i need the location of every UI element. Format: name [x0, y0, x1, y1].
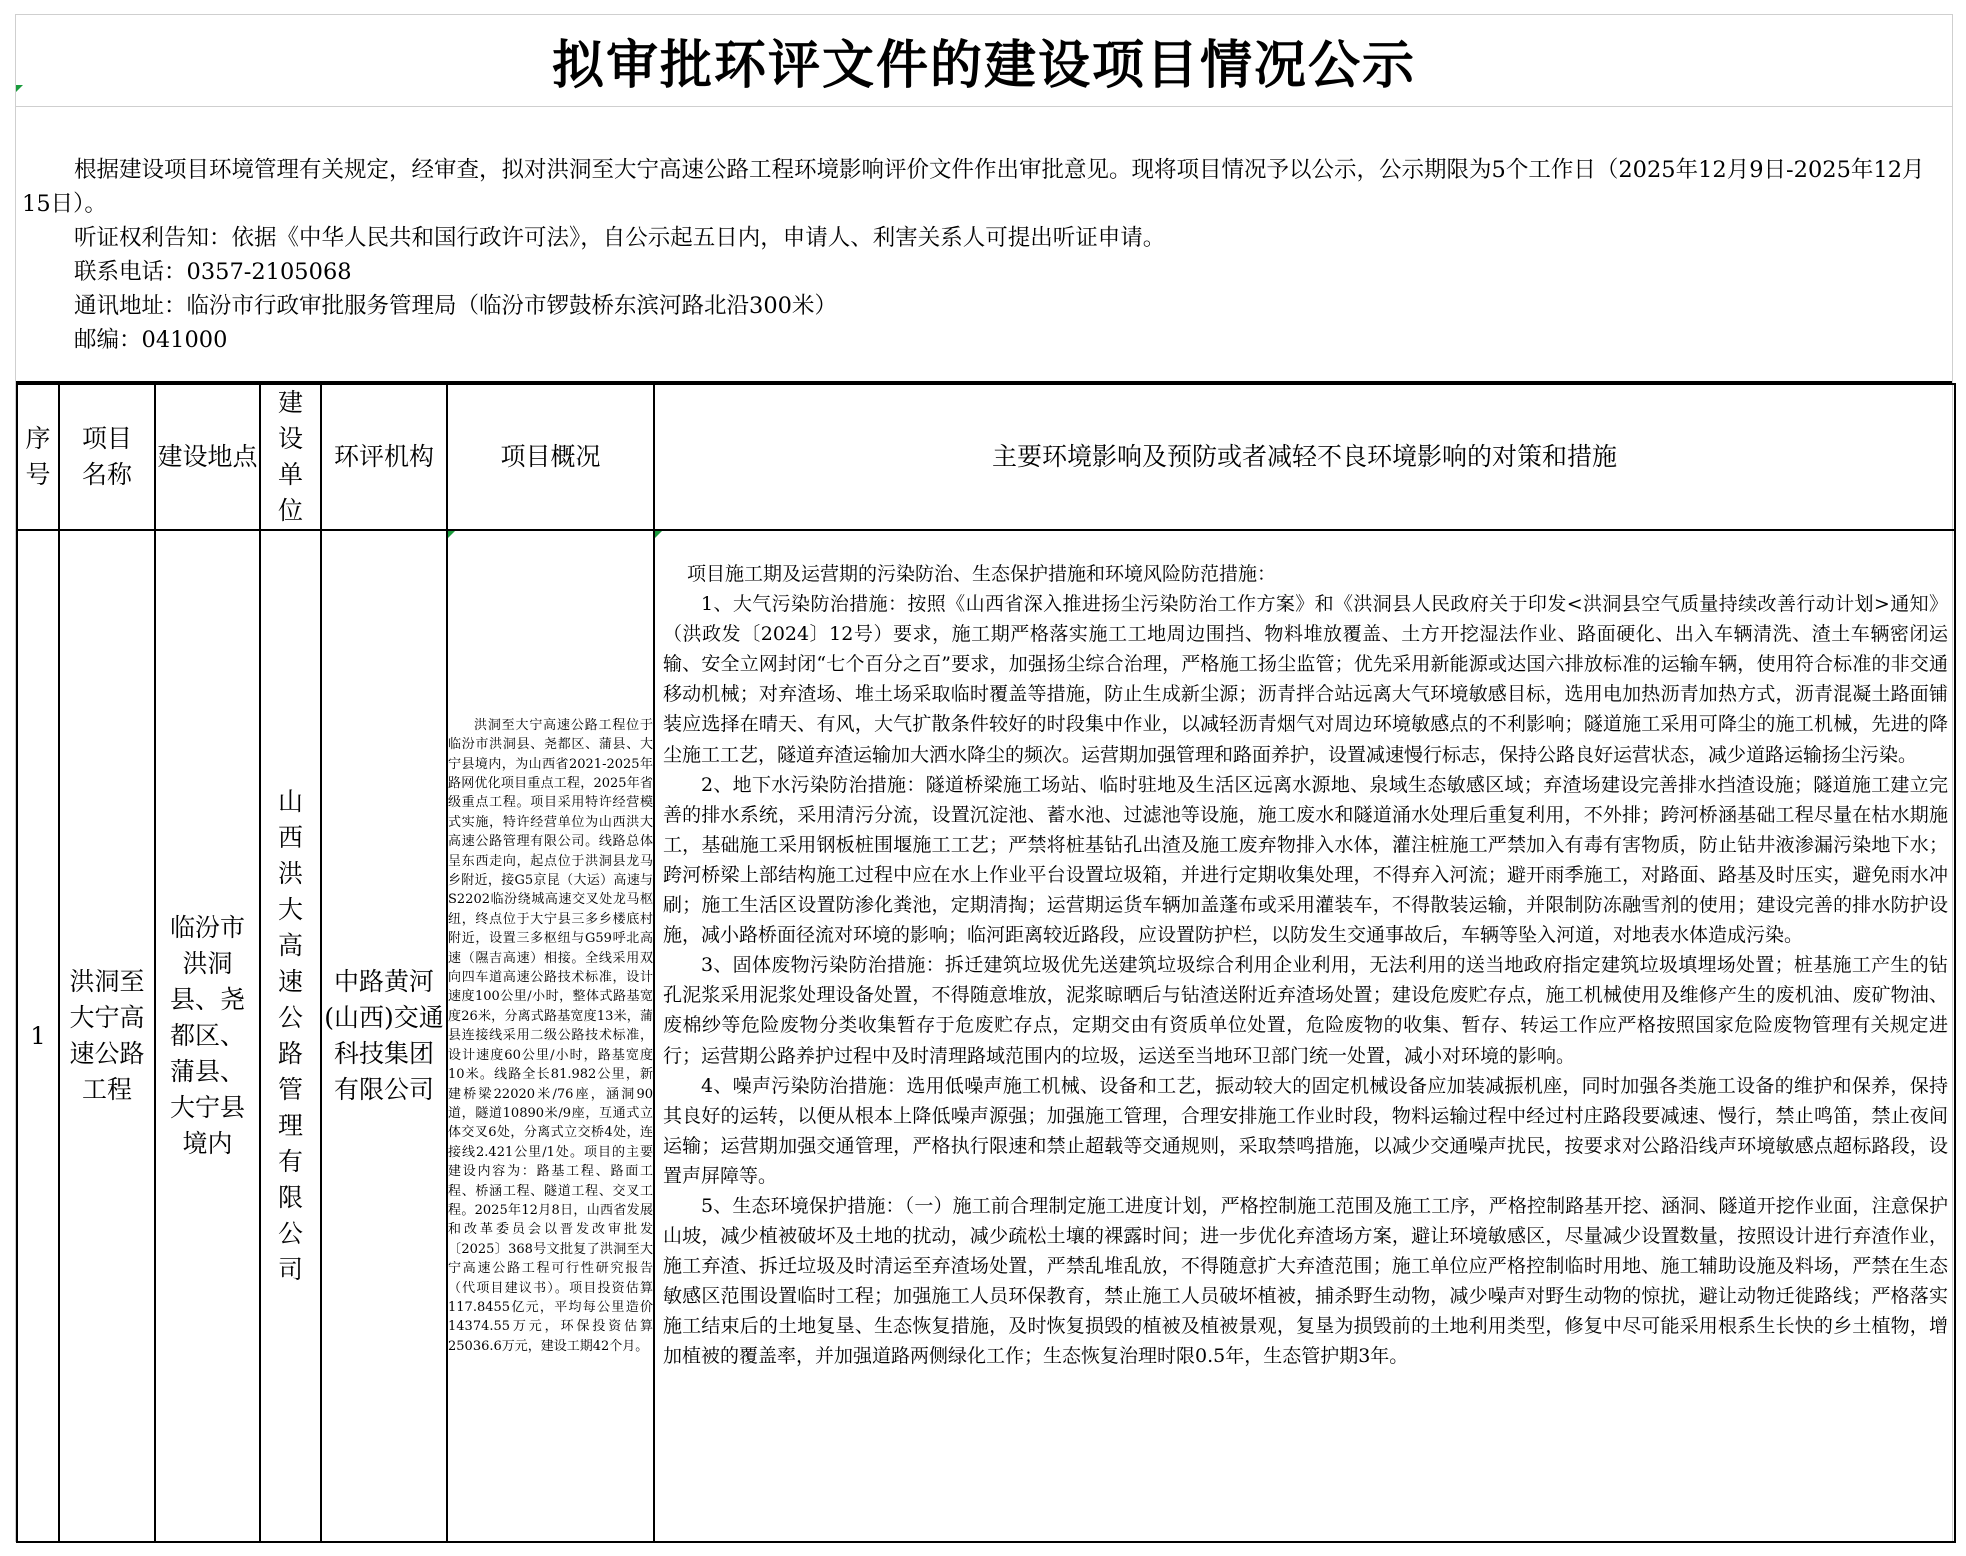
header-location: 建设地点: [155, 384, 260, 530]
measures-ecology: 5、生态环境保护措施：（一）施工前合理制定施工进度计划，严格控制施工范围及施工工序，严格控制路基开挖、涵洞、隧道开挖作业面，注意保护山坡，减少植被破坏及土地的扰动，减少疏松土壤的裸露时间；进一步优化弃渣场方案，避让环境敏感区，尽量减少设置数量，按照设计进行弃渣作业，施工弃渣、拆迁垃圾及时清运至弃渣场处置，严禁乱堆乱放，不得随意扩大弃渣范围；施工单位应严格控制临时用地、施工辅助设施及料场，严禁在生态敏感区范围设置临时工程；加强施工人员环保教育，禁止施工人员破坏植被，捕杀野生动物，减少噪声对野生动物的惊扰，避让动物迁徙路线；严格落实施工结束后的土地复垦、生态恢复措施，及时恢复损毁的植被及植被景观，复垦为损毁前的土地利用类型，修复中尽可能采用根系生长快的乡土植物，增加植被的覆盖率，并加强道路两侧绿化工作；生态恢复治理时限0.5年，生态管护期3年。: [663, 1194, 1948, 1368]
overview-text: 洪洞至大宁高速公路工程位于临汾市洪洞县、尧都区、蒲县、大宁县境内，为山西省2021-2025年路网优化项目重点工程，2025年省级重点工程。项目采用特许经营模式实施，特许经营单位为山西洪大高速公路管理有限公司。线路总体呈东西走向，起点位于洪洞县龙马乡附近，接G5京昆（大运）高速与S2202临汾绕城高速交叉处龙马枢纽，终点位于大宁县三多乡楼底村附近，设置三多枢纽与G59呼北高速（隰吉高速）相接。全线采用双向四车道高速公路技术标准，设计速度100公里/小时，整体式路基宽度26米，分离式路基宽度13米，蒲县连接线采用二级公路技术标准，设计速度60公里/小时，路基宽度10米。线路全长81.982公里，新建桥梁22020米/76座，涵洞90道，隧道10890米/9座，互通式立体交叉6处，分离式立交桥4处，连接线2.421公里/1处。项目的主要建设内容为：路基工程、路面工程、桥涵工程、隧道工程、交叉工程。2025年12月8日，山西省发展和改革委员会以晋发改审批发〔2025〕368号文批复了洪洞至大宁高速公路工程可行性研究报告（代项目建议书）。项目投资估算117.8455亿元，平均每公里造价14374.55万元，环保投资估算25036.6万元，建设工期42个月。: [448, 717, 653, 1354]
intro-paragraph: 根据建设项目环境管理有关规定，经审查，拟对洪洞至大宁高速公路工程环境影响评价文件作出审批意见。现将项目情况予以公示，公示期限为5个工作日（2025年12月9日-2025年12月15日）。: [22, 157, 1925, 217]
measures-intro: 项目施工期及运营期的污染防治、生态保护措施和环境风险防范措施：: [687, 563, 1277, 585]
project-table: [16, 383, 1956, 1543]
table-row: [17, 530, 1955, 1542]
cell-location: 临汾市洪洞县、尧都区、蒲县、大宁县境内: [155, 530, 260, 1542]
cell-project-name: 洪洞至大宁高速公路工程: [59, 530, 155, 1542]
announcement-sheet: [15, 14, 1953, 1542]
cell-agency: 中路黄河(山西)交通科技集团有限公司: [321, 530, 447, 1542]
contact-postcode: 邮编：041000: [74, 327, 228, 353]
cell-unit: 山西洪大高速公路管理有限公司: [260, 530, 321, 1542]
cell-num: 1: [17, 530, 59, 1542]
cell-measures: [654, 530, 1955, 1542]
cell-comment-marker: [655, 531, 662, 538]
measures-groundwater: 2、地下水污染防治措施：隧道桥梁施工场站、临时驻地及生活区远离水源地、泉域生态敏感区域；弃渣场建设完善排水挡渣设施；隧道施工建立完善的排水系统，采用清污分流，设置沉淀池、蓄水池、过滤池等设施，施工废水和隧道涌水处理后重复利用，不外排；跨河桥涵基础工程尽量在枯水期施工，基础施工采用钢板桩围堰施工工艺；严禁将桩基钻孔出渣及施工废弃物排入水体，灌注桩施工严禁加入有毒有害物质，防止钻井液渗漏污染地下水；跨河桥梁上部结构施工过程中应在水上作业平台设置垃圾箱，并进行定期收集处理，不得弃入河流；避开雨季施工，对路面、路基及时压实，避免雨水冲刷；施工生活区设置防渗化粪池，定期清掏；运营期运货车辆加盖蓬布或采用灌装车，不得散装运输，并限制防冻融雪剂的使用；建设完善的排水防护设施，减小路桥面径流对环境的影响；临河距离较近路段，应设置防护栏，以防发生交通事故后，车辆等坠入河道，对地表水体造成污染。: [663, 773, 1948, 947]
header-overview: 项目概况: [447, 384, 654, 530]
header-name: 项目名称: [59, 384, 155, 530]
cell-comment-marker: [16, 85, 23, 92]
measures-air: 1、大气污染防治措施：按照《山西省深入推进扬尘污染防治工作方案》和《洪洞县人民政府关于印发<洪洞县空气质量持续改善行动计划>通知》（洪政发〔2024〕12号）要求，施工期严格落实施工工地周边围挡、物料堆放覆盖、土方开挖湿法作业、路面硬化、出入车辆清洗、渣土车辆密闭运输、安全立网封闭“七个百分之百”要求，加强扬尘综合治理，严格施工扬尘监管；优先采用新能源或达国六排放标准的运输车辆，使用符合标准的非交通移动机械；对弃渣场、堆土场采取临时覆盖等措施，防止生成新尘源；沥青拌合站远离大气环境敏感目标，选用电加热沥青加热方式，沥青混凝土路面铺装应选择在晴天、有风，大气扩散条件较好的时段集中作业，以减轻沥青烟气对周边环境敏感点的不利影响；隧道施工采用可降尘的施工机械，先进的降尘施工工艺，隧道弃渣运输加大洒水降尘的频次。运营期加强管理和路面养护，设置减速慢行标志，保持公路良好运营状态，减少道路运输扬尘污染。: [663, 593, 1948, 766]
title-row: [16, 15, 1952, 107]
table-header-row: [17, 384, 1955, 530]
header-measures: 主要环境影响及预防或者减轻不良环境影响的对策和措施: [654, 384, 1955, 530]
header-num: 序号: [17, 384, 59, 530]
measures-noise: 4、噪声污染防治措施：选用低噪声施工机械、设备和工艺，振动较大的固定机械设备应加装减振机座，同时加强各类施工设备的维护和保养，保持其良好的运转，以便从根本上降低噪声源强；加强施工管理，合理安排施工作业时段，物料运输过程中经过村庄路段要减速、慢行，禁止鸣笛，禁止夜间运输；运营期加强交通管理，严格执行限速和禁止超载等交通规则，采取禁鸣措施，以减少交通噪声扰民，按要求对公路沿线声环境敏感点超标路段，设置声屏障等。: [663, 1074, 1948, 1187]
page-title: 拟审批环评文件的建设项目情况公示: [551, 35, 1416, 96]
contact-address: 通讯地址：临汾市行政审批服务管理局（临汾市锣鼓桥东滨河路北沿300米）: [74, 293, 837, 319]
contact-phone: 联系电话：0357-2105068: [74, 259, 352, 285]
cell-comment-marker: [448, 531, 455, 538]
measures-solid-waste: 3、固体废物污染防治措施：拆迁建筑垃圾优先送建筑垃圾综合利用企业利用，无法利用的送当地政府指定建筑垃圾填埋场处置；桩基施工产生的钻孔泥浆采用泥浆处理设备处置，不得随意堆放，泥浆晾晒后与钻渣送附近弃渣场处置；建设危废贮存点，施工机械使用及维修产生的废机油、废矿物油、废棉纱等危险废物分类收集暂存于危废贮存点，定期交由有资质单位处置，危险废物的收集、暂存、转运工作应严格按照国家危险废物管理有关规定进行；运营期公路养护过程中及时清理路域范围内的垃圾，运送至当地环卫部门统一处置，减小对环境的影响。: [663, 954, 1948, 1067]
header-unit: 建设单位: [260, 384, 321, 530]
cell-overview: [447, 530, 654, 1542]
hearing-notice: 听证权利告知：依据《中华人民共和国行政许可法》，自公示起五日内，申请人、利害关系人可提出听证申请。: [74, 225, 1166, 251]
intro-section: [16, 107, 1952, 383]
header-agency: 环评机构: [321, 384, 447, 530]
